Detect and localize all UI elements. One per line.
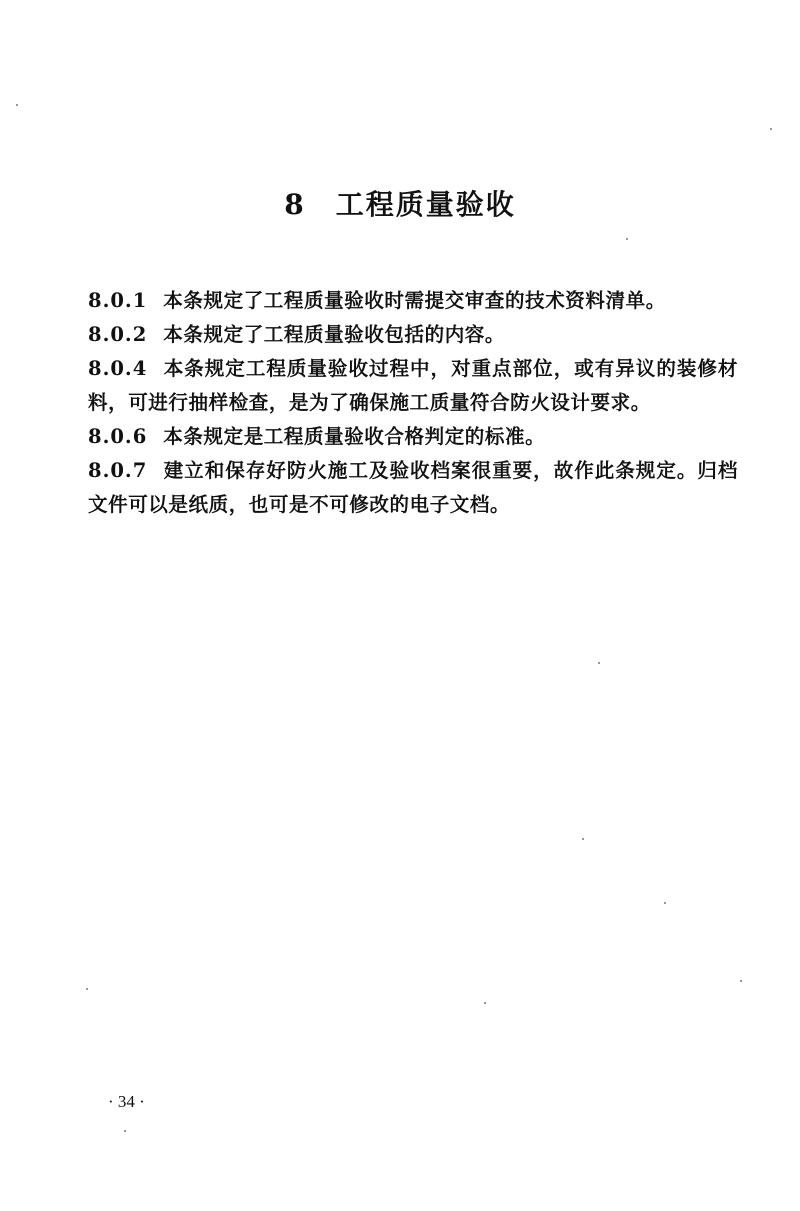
- clause-list: [88, 284, 738, 522]
- scan-speck: [124, 1130, 126, 1132]
- clause-number: 8.0.7: [88, 459, 148, 482]
- scan-speck: [86, 988, 88, 990]
- chapter-heading: [0, 183, 800, 223]
- scan-speck: [626, 238, 628, 240]
- scan-speck: [16, 104, 18, 106]
- clause-number: 8.0.6: [88, 425, 148, 448]
- clause-text: 本条规定了工程质量验收包括的内容。: [163, 323, 505, 346]
- scan-speck: [770, 128, 772, 130]
- clause-text: 本条规定了工程质量验收时需提交审查的技术资料清单。: [163, 289, 666, 312]
- scan-speck: [740, 980, 742, 982]
- clause-number: 8.0.4: [88, 357, 148, 380]
- clause-text: 本条规定是工程质量验收合格判定的标准。: [163, 425, 546, 448]
- chapter-title: 工程质量验收: [335, 188, 516, 221]
- clause-8-0-1: [88, 284, 738, 318]
- chapter-number: 8: [284, 188, 306, 221]
- clause-8-0-7: [88, 454, 738, 522]
- scan-speck: [664, 902, 666, 904]
- clause-8-0-6: [88, 420, 738, 454]
- scan-speck: [484, 1002, 486, 1004]
- scan-speck: [582, 838, 584, 840]
- clause-text: 建立和保存好防火施工及验收档案很重要，故作此条规定。归档文件可以是纸质，也可是不可修改的电子文档。: [88, 459, 738, 516]
- clause-number: 8.0.1: [88, 289, 148, 312]
- page-number: · 34 ·: [108, 1092, 145, 1111]
- clause-number: 8.0.2: [88, 323, 148, 346]
- clause-text: 本条规定工程质量验收过程中，对重点部位，或有异议的装修材料，可进行抽样检查，是为了确保施工质量符合防火设计要求。: [88, 357, 738, 414]
- clause-8-0-4: [88, 352, 738, 420]
- scan-speck: [598, 662, 600, 664]
- clause-8-0-2: [88, 318, 738, 352]
